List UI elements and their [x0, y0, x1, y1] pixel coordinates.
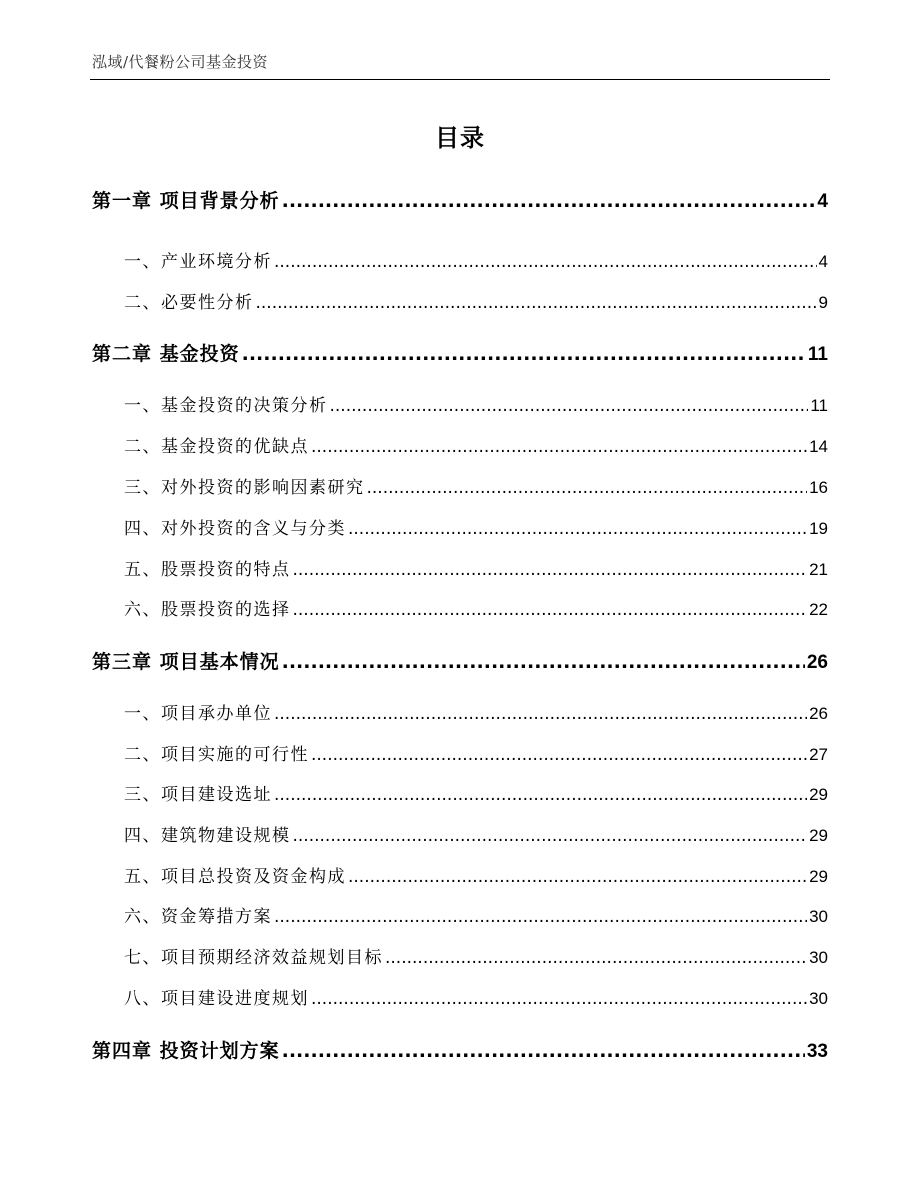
toc-section-entry[interactable]	[124, 288, 828, 313]
toc-section-entry[interactable]	[124, 391, 828, 416]
toc-title: 目录	[435, 124, 485, 152]
toc-entry-label: 第四章 投资计划方案	[92, 1040, 280, 1062]
toc-page-number: 9	[818, 293, 828, 312]
toc-section-entry[interactable]	[124, 862, 828, 887]
toc-section-entry[interactable]	[124, 514, 828, 539]
toc-section-entry[interactable]	[124, 984, 828, 1009]
toc-page-number: 4	[817, 191, 828, 212]
toc-entry-label: 项目总投资及资金构成	[161, 867, 346, 887]
toc-entry-label: 项目实施的可行性	[161, 745, 309, 765]
toc-dot-leader	[385, 948, 807, 968]
toc-entry-label: 基金投资的优缺点	[161, 437, 309, 457]
toc-entry-number: 一、	[124, 396, 161, 416]
toc-page-number: 4	[818, 252, 828, 271]
toc-section-entry[interactable]	[124, 780, 828, 805]
toc-section-entry[interactable]	[124, 943, 828, 968]
toc-entry-number: 二、	[124, 437, 161, 457]
toc-page-number: 16	[809, 478, 828, 497]
toc-entry-number: 八、	[124, 989, 161, 1009]
toc-entry-number: 一、	[124, 704, 161, 724]
toc-entry-number: 四、	[124, 519, 161, 539]
toc-dot-leader	[274, 704, 807, 724]
toc-section-entry[interactable]	[124, 432, 828, 457]
toc-dot-leader	[282, 190, 816, 212]
toc-dot-leader	[311, 437, 807, 457]
toc-entry-number: 六、	[124, 907, 161, 927]
toc-dot-leader	[242, 343, 806, 365]
toc-section-entry[interactable]	[124, 247, 828, 272]
toc-page-number: 14	[809, 437, 828, 456]
toc-section-entry[interactable]	[124, 473, 828, 498]
toc-entry-number: 二、	[124, 745, 161, 765]
toc-entry-number: 三、	[124, 785, 161, 805]
toc-entry-label: 第二章 基金投资	[92, 343, 240, 365]
toc-entry-label: 项目承办单位	[161, 704, 272, 724]
toc-entry-number: 二、	[124, 293, 161, 313]
toc-dot-leader	[330, 396, 809, 416]
toc-dot-leader	[274, 785, 807, 805]
toc-page-number: 19	[809, 519, 828, 538]
toc-dot-leader	[293, 560, 808, 580]
toc-dot-leader	[348, 519, 807, 539]
toc-entry-number: 六、	[124, 600, 161, 620]
header-divider	[90, 79, 830, 80]
toc-page-number: 27	[809, 745, 828, 764]
toc-section-entry[interactable]	[124, 821, 828, 846]
toc-chapter-entry[interactable]	[92, 186, 828, 213]
toc-entry-number: 三、	[124, 478, 161, 498]
toc-page-number: 30	[809, 907, 828, 926]
toc-page-number: 11	[807, 344, 828, 365]
toc-entry-number: 五、	[124, 560, 161, 580]
toc-page-number: 26	[806, 652, 828, 673]
toc-entry-label: 第三章 项目基本情况	[92, 651, 280, 673]
toc-entry-label: 项目预期经济效益规划目标	[161, 948, 383, 968]
toc-entry-label: 资金筹措方案	[161, 907, 272, 927]
toc-entry-label: 对外投资的含义与分类	[161, 519, 346, 539]
toc-entry-label: 对外投资的影响因素研究	[161, 478, 365, 498]
toc-dot-leader	[348, 867, 807, 887]
toc-section-entry[interactable]	[124, 699, 828, 724]
running-header: 泓域/代餐粉公司基金投资	[92, 53, 269, 71]
toc-dot-leader	[293, 600, 808, 620]
toc-entry-label: 第一章 项目背景分析	[92, 190, 280, 212]
toc-dot-leader	[274, 907, 807, 927]
toc-section-entry[interactable]	[124, 555, 828, 580]
toc-dot-leader	[282, 651, 805, 673]
toc-entry-label: 产业环境分析	[161, 252, 272, 272]
toc-page-number: 29	[809, 867, 828, 886]
toc-entry-number: 五、	[124, 867, 161, 887]
toc-entry-label: 建筑物建设规模	[161, 826, 291, 846]
toc-page-number: 30	[809, 948, 828, 967]
toc-dot-leader	[293, 826, 808, 846]
toc-chapter-entry[interactable]	[92, 339, 828, 366]
toc-dot-leader	[311, 745, 807, 765]
toc-dot-leader	[256, 293, 817, 313]
toc-page-number: 29	[809, 785, 828, 804]
toc-entry-label: 股票投资的特点	[161, 560, 291, 580]
toc-dot-leader	[282, 1040, 805, 1062]
toc-entry-label: 项目建设进度规划	[161, 989, 309, 1009]
toc-section-entry[interactable]	[124, 740, 828, 765]
toc-entry-label: 基金投资的决策分析	[161, 396, 328, 416]
toc-page-number: 33	[806, 1041, 828, 1062]
toc-dot-leader	[274, 252, 817, 272]
toc-dot-leader	[367, 478, 808, 498]
toc-page-number: 30	[809, 989, 828, 1008]
toc-chapter-entry[interactable]	[92, 1036, 828, 1063]
toc-page-number: 22	[809, 600, 828, 619]
toc-section-entry[interactable]	[124, 595, 828, 620]
toc-entry-number: 一、	[124, 252, 161, 272]
toc-page-number: 21	[809, 560, 828, 579]
toc-page-number: 26	[809, 704, 828, 723]
toc-entry-number: 七、	[124, 948, 161, 968]
toc-page-number: 29	[809, 826, 828, 845]
toc-entry-label: 项目建设选址	[161, 785, 272, 805]
toc-entry-number: 四、	[124, 826, 161, 846]
toc-entry-label: 股票投资的选择	[161, 600, 291, 620]
toc-chapter-entry[interactable]	[92, 647, 828, 674]
toc-entry-label: 必要性分析	[161, 293, 254, 313]
toc-section-entry[interactable]	[124, 902, 828, 927]
toc-dot-leader	[311, 989, 807, 1009]
toc-page-number: 11	[810, 396, 828, 415]
